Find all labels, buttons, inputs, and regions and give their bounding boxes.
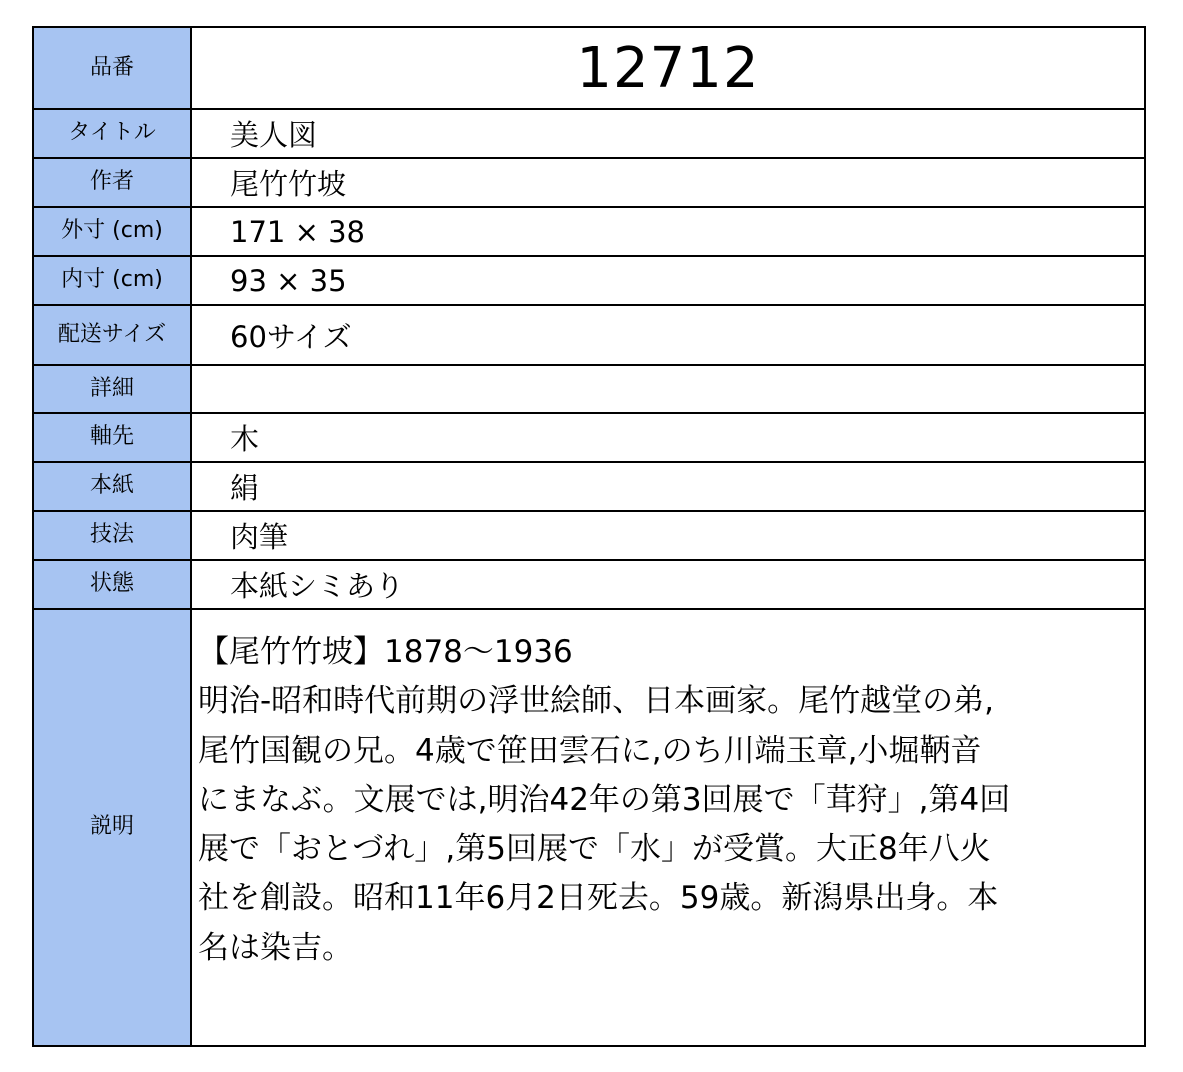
row-outer-size xyxy=(33,207,1145,256)
description-line: にまなぶ。文展では,明治42年の第3回展で「茸狩」,第4回 xyxy=(198,781,1011,818)
label-item-number: 品番 xyxy=(33,27,191,109)
value-roller-end: 木 xyxy=(191,413,1145,462)
description-line: 尾竹国観の兄。4歳で笹田雲石に,のち川端玉章,小堀鞆音 xyxy=(198,732,982,769)
row-condition xyxy=(33,560,1145,609)
row-shipping-size xyxy=(33,305,1145,365)
row-details xyxy=(33,365,1145,413)
label-details: 詳細 xyxy=(33,365,191,413)
value-technique: 肉筆 xyxy=(191,511,1145,560)
label-inner-size: 内寸 (cm) xyxy=(33,256,191,305)
value-outer-size: 171 × 38 xyxy=(191,207,1145,256)
row-technique xyxy=(33,511,1145,560)
label-base-material: 本紙 xyxy=(33,462,191,511)
row-item-number xyxy=(33,27,1145,109)
row-description xyxy=(33,609,1145,1046)
label-technique: 技法 xyxy=(33,511,191,560)
label-description: 説明 xyxy=(33,609,191,1046)
value-condition: 本紙シミあり xyxy=(191,560,1145,609)
value-artist: 尾竹竹坡 xyxy=(191,158,1145,207)
row-title xyxy=(33,109,1145,158)
item-number: 12712 xyxy=(191,27,1145,109)
row-base-material xyxy=(33,462,1145,511)
label-outer-size: 外寸 (cm) xyxy=(33,207,191,256)
description-line: 社を創設。昭和11年6月2日死去。59歳。新潟県出身。本 xyxy=(198,880,999,917)
label-title: タイトル xyxy=(33,109,191,158)
description-text xyxy=(191,609,1145,1046)
label-condition: 状態 xyxy=(33,560,191,609)
row-artist xyxy=(33,158,1145,207)
label-shipping-size: 配送サイズ xyxy=(33,305,191,365)
row-roller-end xyxy=(33,413,1145,462)
label-artist: 作者 xyxy=(33,158,191,207)
item-spec-table xyxy=(32,26,1146,1047)
description-line: 明治-昭和時代前期の浮世絵師、日本画家。尾竹越堂の弟, xyxy=(198,683,995,720)
row-inner-size xyxy=(33,256,1145,305)
value-base-material: 絹 xyxy=(191,462,1145,511)
value-shipping-size: 60サイズ xyxy=(191,305,1145,365)
description-line: 展で「おとづれ」,第5回展で「水」が受賞。大正8年八火 xyxy=(198,831,991,868)
label-roller-end: 軸先 xyxy=(33,413,191,462)
value-inner-size: 93 × 35 xyxy=(191,256,1145,305)
description-line: 名は染吉。 xyxy=(198,929,353,966)
description-line: 【尾竹竹坡】1878〜1936 xyxy=(198,634,573,670)
value-title: 美人図 xyxy=(191,109,1145,158)
value-details xyxy=(191,365,1145,413)
